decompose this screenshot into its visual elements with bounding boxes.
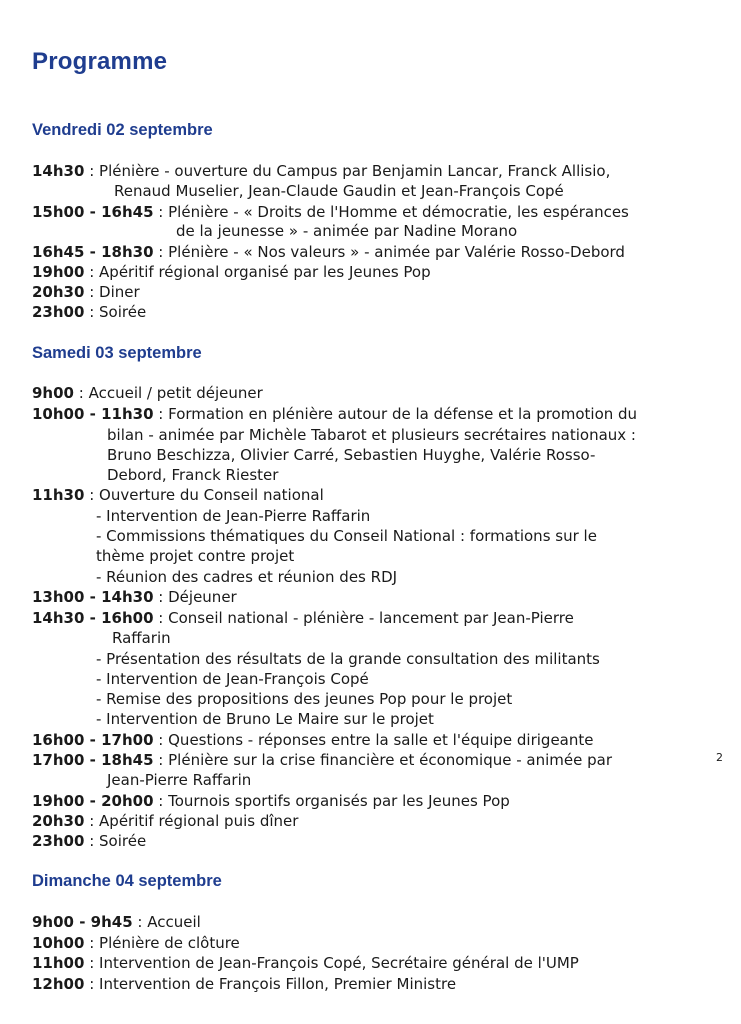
entry-time: 11h30 <box>32 486 85 504</box>
entry-text-continued: Renaud Muselier, Jean-Claude Gaudin et Jean-François Copé <box>114 182 564 200</box>
entry-text: Soirée <box>99 832 147 850</box>
entry-text-continued: Raffarin <box>112 629 171 647</box>
day-heading-vendredi: Vendredi 02 septembre <box>32 121 213 139</box>
entry-time: 14h30 - 16h00 <box>32 609 154 627</box>
schedule-entry: 10h00 - 11h30 : Formation en plénière autour de la défense et la promotion du <box>32 405 638 423</box>
schedule-entry: 16h45 - 18h30 : Plénière - « Nos valeurs » - animée par Valérie Rosso-Debord <box>32 243 625 261</box>
entry-text: Formation en plénière autour de la défense et la promotion du <box>168 405 638 423</box>
entry-time: 20h30 <box>32 812 85 830</box>
schedule-entry: 20h30 : Diner <box>32 283 140 301</box>
schedule-entry: 12h00 : Intervention de François Fillon, Premier Ministre <box>32 975 457 993</box>
entry-text: Tournois sportifs organisés par les Jeunes Pop <box>168 792 510 810</box>
entry-time: 14h30 <box>32 162 85 180</box>
entry-text: Accueil <box>147 913 201 931</box>
schedule-entry: 19h00 - 20h00 : Tournois sportifs organisés par les Jeunes Pop <box>32 792 510 810</box>
schedule-entry: 15h00 - 16h45 : Plénière - « Droits de l'Homme et démocratie, les espérances <box>32 203 629 221</box>
page-number: 2 <box>716 751 723 764</box>
entry-text: Soirée <box>99 303 147 321</box>
entry-time: 20h30 <box>32 283 85 301</box>
entry-text-continued: bilan - animée par Michèle Tabarot et plusieurs secrétaires nationaux : <box>107 426 636 444</box>
schedule-entry: 9h00 : Accueil / petit déjeuner <box>32 384 263 402</box>
entry-time: 9h00 <box>32 384 74 402</box>
schedule-entry: 10h00 : Plénière de clôture <box>32 934 240 952</box>
entry-time: 16h45 - 18h30 <box>32 243 154 261</box>
entry-time: 11h00 <box>32 954 85 972</box>
schedule-entry: 14h30 - 16h00 : Conseil national - plénière - lancement par Jean-Pierre <box>32 609 574 627</box>
entry-time: 23h00 <box>32 303 85 321</box>
entry-time: 12h00 <box>32 975 85 993</box>
entry-time: 10h00 - 11h30 <box>32 405 154 423</box>
entry-text: Diner <box>99 283 140 301</box>
schedule-entry: 23h00 : Soirée <box>32 832 147 850</box>
schedule-entry: 14h30 : Plénière - ouverture du Campus par Benjamin Lancar, Franck Allisio, <box>32 162 611 180</box>
schedule-entry: 23h00 : Soirée <box>32 303 147 321</box>
sub-item: - Intervention de Jean-Pierre Raffarin <box>96 507 371 525</box>
entry-text-continued: Jean-Pierre Raffarin <box>107 771 252 789</box>
entry-time: 9h00 - 9h45 <box>32 913 133 931</box>
entry-time: 15h00 - 16h45 <box>32 203 154 221</box>
schedule-entry: 11h00 : Intervention de Jean-François Copé, Secrétaire général de l'UMP <box>32 954 579 972</box>
entry-text: Accueil / petit déjeuner <box>88 384 263 402</box>
sub-item: - Réunion des cadres et réunion des RDJ <box>96 568 398 586</box>
entry-text: Plénière - « Nos valeurs » - animée par Valérie Rosso-Debord <box>168 243 625 261</box>
schedule-entry: 11h30 : Ouverture du Conseil national <box>32 486 324 504</box>
sub-item: thème projet contre projet <box>96 547 295 565</box>
schedule-entry: 9h00 - 9h45 : Accueil <box>32 913 201 931</box>
entry-text: Apéritif régional organisé par les Jeunes Pop <box>99 263 431 281</box>
entry-text: Conseil national - plénière - lancement par Jean-Pierre <box>168 609 574 627</box>
entry-text: Intervention de François Fillon, Premier Ministre <box>99 975 457 993</box>
entry-text: Plénière de clôture <box>99 934 240 952</box>
sub-item: - Remise des propositions des jeunes Pop pour le projet <box>96 690 513 708</box>
schedule-entry: 17h00 - 18h45 : Plénière sur la crise financière et économique - animée par <box>32 751 612 769</box>
page-title: Programme <box>32 48 168 75</box>
entry-text: Plénière - ouverture du Campus par Benjamin Lancar, Franck Allisio, <box>99 162 611 180</box>
entry-text: Déjeuner <box>168 588 237 606</box>
entry-time: 10h00 <box>32 934 85 952</box>
sub-item: - Intervention de Bruno Le Maire sur le projet <box>96 710 434 728</box>
entry-text: Ouverture du Conseil national <box>99 486 324 504</box>
entry-time: 19h00 <box>32 263 85 281</box>
schedule-entry: 13h00 - 14h30 : Déjeuner <box>32 588 237 606</box>
schedule-entry: 20h30 : Apéritif régional puis dîner <box>32 812 299 830</box>
entry-text: Apéritif régional puis dîner <box>99 812 299 830</box>
entry-text: Intervention de Jean-François Copé, Secrétaire général de l'UMP <box>99 954 579 972</box>
entry-text-continued: Bruno Beschizza, Olivier Carré, Sebastien Huyghe, Valérie Rosso- <box>107 446 596 464</box>
entry-text: Plénière - « Droits de l'Homme et démocratie, les espérances <box>168 203 629 221</box>
entry-time: 17h00 - 18h45 <box>32 751 154 769</box>
entry-text-continued: de la jeunesse » - animée par Nadine Morano <box>176 222 518 240</box>
entry-time: 13h00 - 14h30 <box>32 588 154 606</box>
entry-time: 16h00 - 17h00 <box>32 731 154 749</box>
entry-time: 19h00 - 20h00 <box>32 792 154 810</box>
entry-text-continued: Debord, Franck Riester <box>107 466 279 484</box>
entry-text: Plénière sur la crise financière et économique - animée par <box>168 751 612 769</box>
day-heading-dimanche: Dimanche 04 septembre <box>32 872 222 890</box>
day-heading-samedi: Samedi 03 septembre <box>32 344 202 362</box>
schedule-entry: 16h00 - 17h00 : Questions - réponses entre la salle et l'équipe dirigeante <box>32 731 594 749</box>
sub-item: - Intervention de Jean-François Copé <box>96 670 369 688</box>
schedule-entry: 19h00 : Apéritif régional organisé par les Jeunes Pop <box>32 263 431 281</box>
entry-time: 23h00 <box>32 832 85 850</box>
entry-text: Questions - réponses entre la salle et l'équipe dirigeante <box>168 731 594 749</box>
sub-item: - Présentation des résultats de la grande consultation des militants <box>96 650 600 668</box>
sub-item: - Commissions thématiques du Conseil National : formations sur le <box>96 527 597 545</box>
